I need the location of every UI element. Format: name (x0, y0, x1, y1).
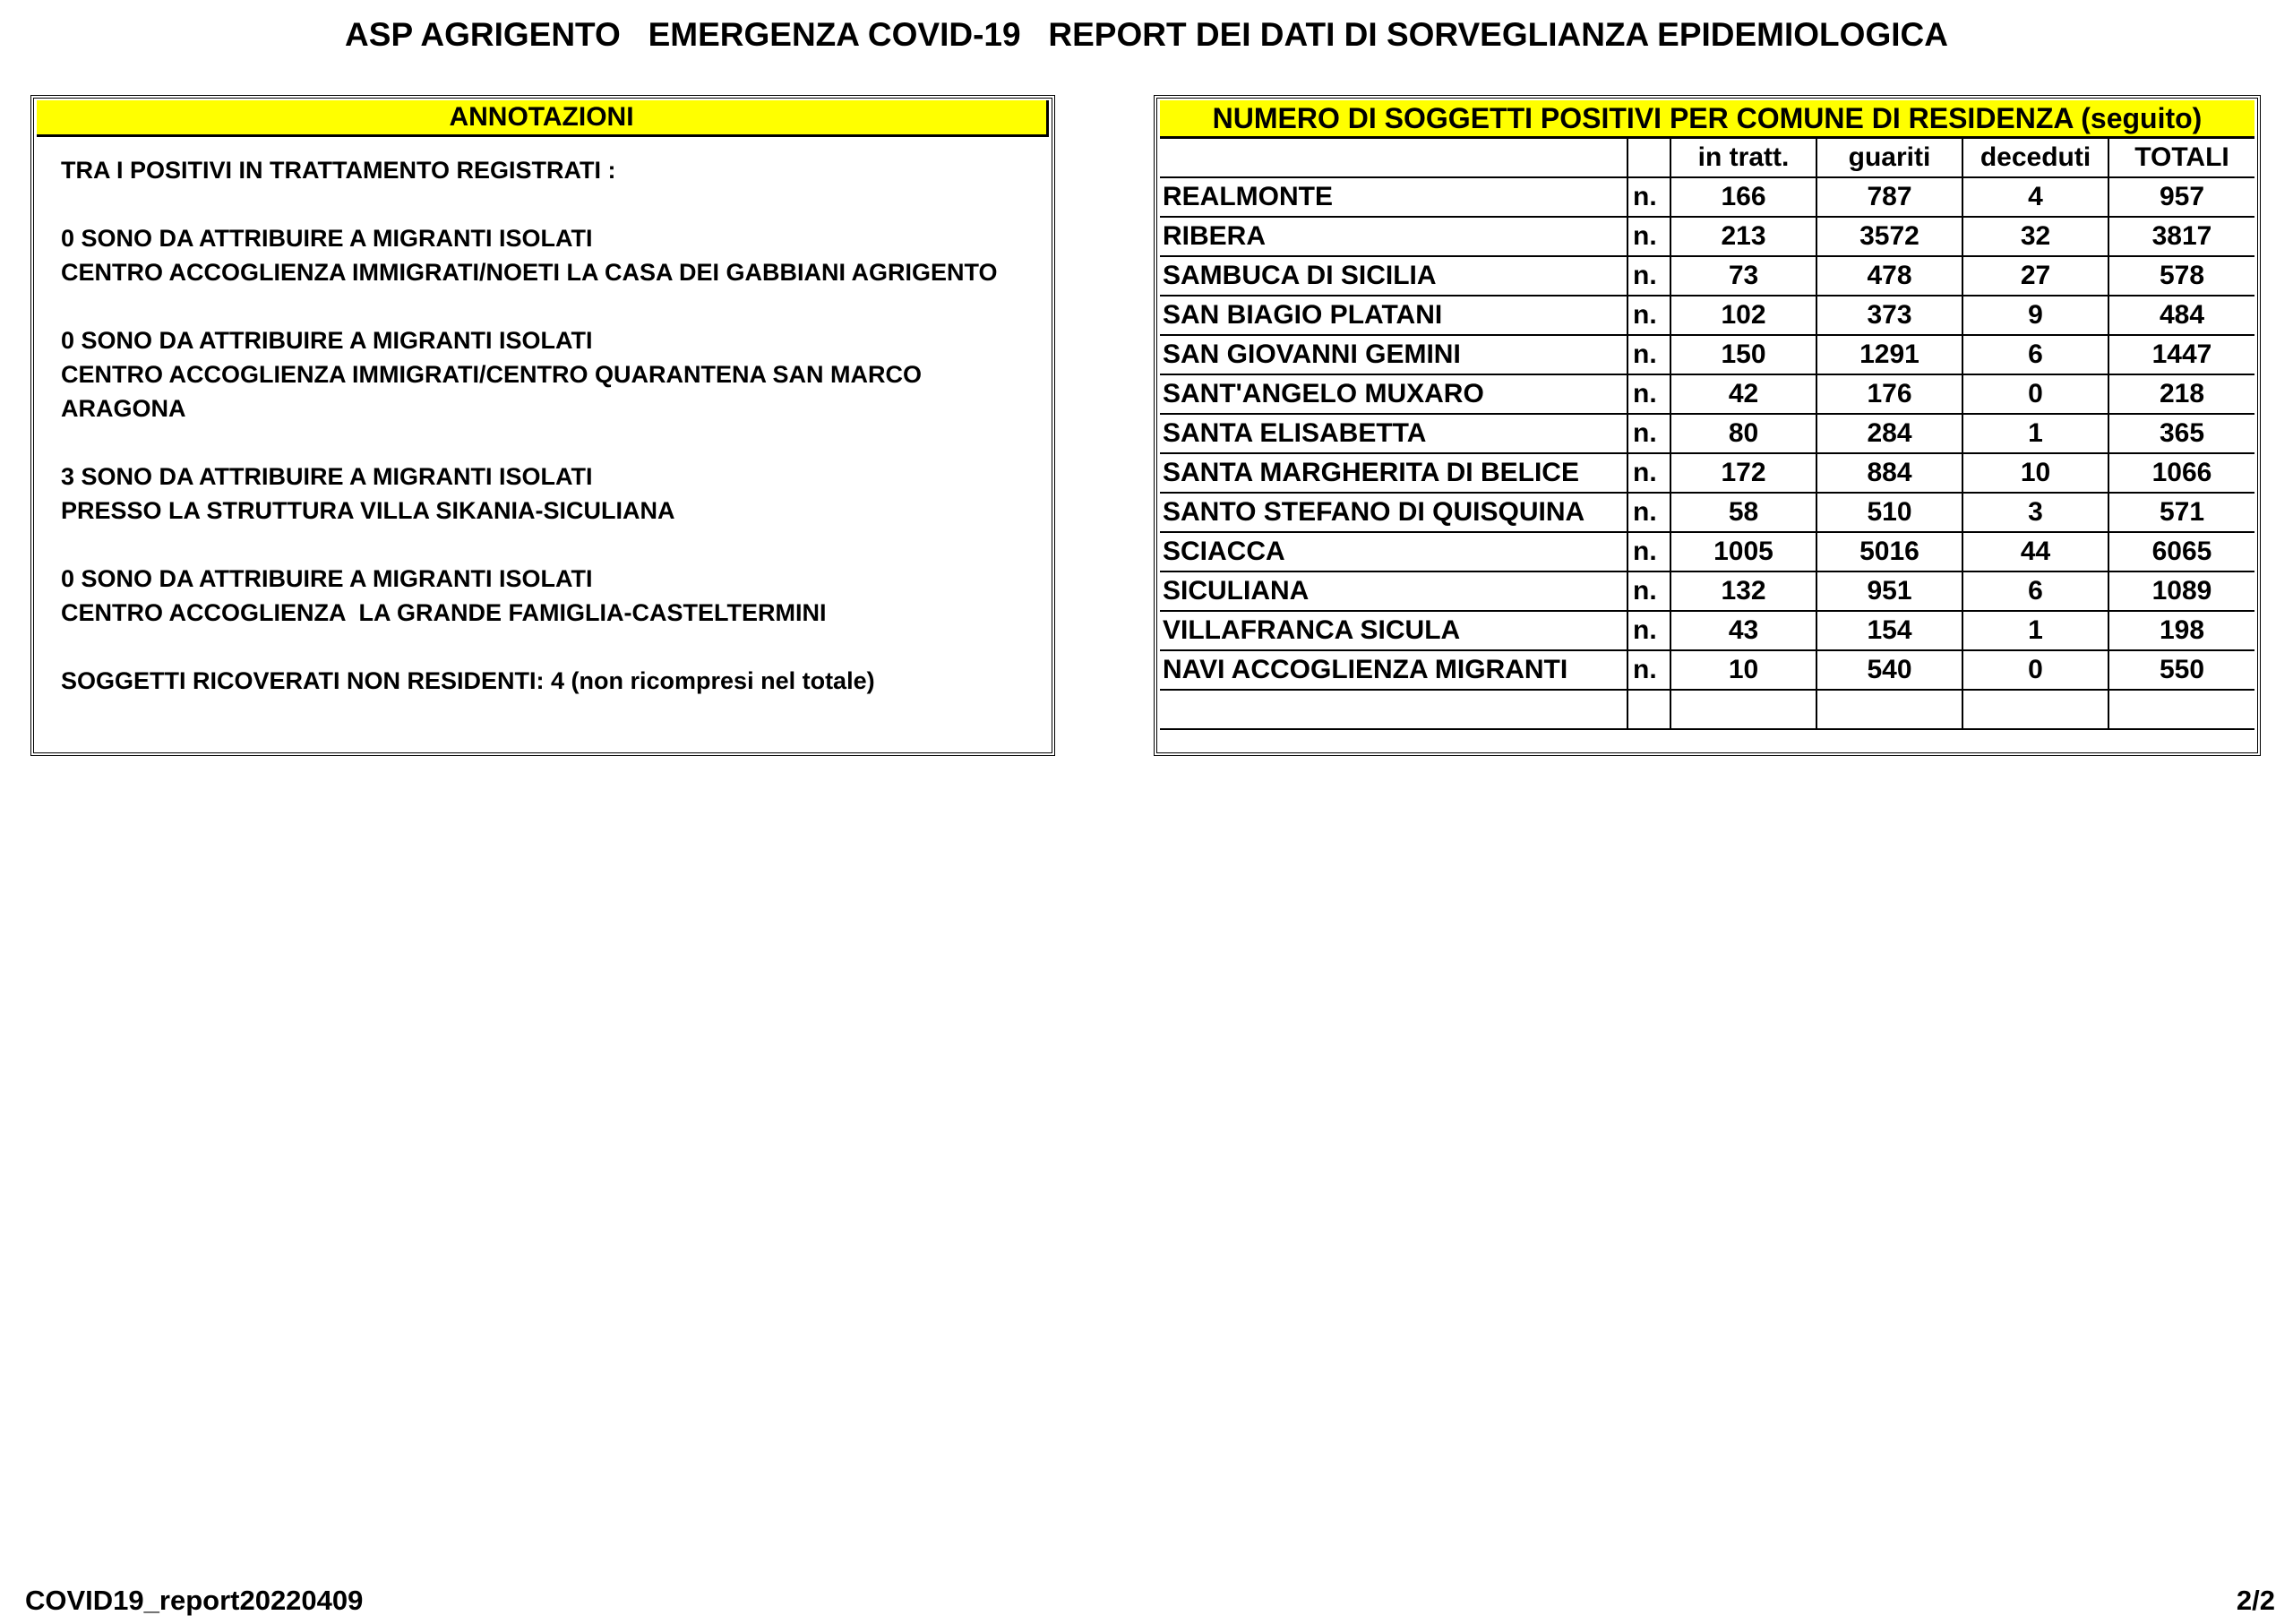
totali-cell: 550 (2108, 650, 2254, 690)
column-header-in-tratt: in tratt. (1670, 139, 1816, 177)
table-row (1160, 374, 2254, 414)
totali-cell: 571 (2108, 493, 2254, 532)
totali-cell: 484 (2108, 296, 2254, 335)
annotation-line: ARAGONA (61, 395, 186, 422)
in-tratt-cell: 102 (1670, 296, 1816, 335)
deceduti-cell: 44 (1962, 532, 2108, 571)
comune-cell: SAN GIOVANNI GEMINI (1160, 335, 1627, 374)
unit-cell: n. (1627, 650, 1670, 690)
page-title: ASP AGRIGENTO EMERGENZA COVID-19 REPORT DEI DATI DI SORVEGLIANZA EPIDEMIOLOGICA (345, 16, 1948, 53)
annotations-header: ANNOTAZIONI (37, 100, 1049, 137)
guariti-cell: 787 (1816, 177, 1962, 217)
in-tratt-cell: 172 (1670, 453, 1816, 493)
comune-cell: SANT'ANGELO MUXARO (1160, 374, 1627, 414)
table-column-header-row (1160, 139, 2254, 177)
guariti-cell: 884 (1816, 453, 1962, 493)
guariti-cell: 510 (1816, 493, 1962, 532)
guariti-cell: 1291 (1816, 335, 1962, 374)
deceduti-cell: 0 (1962, 650, 2108, 690)
page-number: 2/2 (2236, 1585, 2275, 1616)
guariti-cell: 951 (1816, 571, 1962, 611)
empty-cell (2108, 690, 2254, 729)
annotation-block-1 (61, 221, 1052, 289)
unit-cell: n. (1627, 217, 1670, 256)
positives-table (1160, 139, 2254, 730)
table-body (1160, 177, 2254, 729)
annotation-non-residents (61, 664, 1052, 698)
deceduti-cell: 4 (1962, 177, 2108, 217)
table-row (1160, 414, 2254, 453)
annotations-body (34, 137, 1052, 698)
in-tratt-cell: 43 (1670, 611, 1816, 650)
annotation-line: 0 SONO DA ATTRIBUIRE A MIGRANTI ISOLATI (61, 565, 593, 592)
guariti-cell: 176 (1816, 374, 1962, 414)
annotation-line: 0 SONO DA ATTRIBUIRE A MIGRANTI ISOLATI (61, 225, 593, 252)
empty-cell (1962, 690, 2108, 729)
totali-cell: 365 (2108, 414, 2254, 453)
unit-cell: n. (1627, 374, 1670, 414)
positives-table-panel (1154, 95, 2261, 756)
unit-cell: n. (1627, 335, 1670, 374)
annotation-block-3 (61, 460, 1052, 528)
deceduti-cell: 32 (1962, 217, 2108, 256)
table-row (1160, 571, 2254, 611)
annotation-block-2 (61, 323, 1052, 425)
in-tratt-cell: 150 (1670, 335, 1816, 374)
table-row (1160, 453, 2254, 493)
table-row (1160, 650, 2254, 690)
unit-cell: n. (1627, 177, 1670, 217)
comune-cell: SICULIANA (1160, 571, 1627, 611)
report-id: COVID19_report20220409 (25, 1585, 364, 1616)
deceduti-cell: 1 (1962, 611, 2108, 650)
column-header-deceduti: deceduti (1962, 139, 2108, 177)
guariti-cell: 478 (1816, 256, 1962, 296)
unit-cell: n. (1627, 296, 1670, 335)
deceduti-cell: 27 (1962, 256, 2108, 296)
guariti-cell: 3572 (1816, 217, 1962, 256)
in-tratt-cell: 42 (1670, 374, 1816, 414)
table-row (1160, 256, 2254, 296)
empty-cell (1670, 690, 1816, 729)
annotations-panel (30, 95, 1055, 756)
table-row (1160, 335, 2254, 374)
empty-cell (1816, 690, 1962, 729)
totali-cell: 6065 (2108, 532, 2254, 571)
unit-cell: n. (1627, 493, 1670, 532)
guariti-cell: 154 (1816, 611, 1962, 650)
empty-cell (1160, 690, 1627, 729)
comune-cell: RIBERA (1160, 217, 1627, 256)
annotation-line: CENTRO ACCOGLIENZA LA GRANDE FAMIGLIA-CASTELTERMINI (61, 599, 827, 626)
unit-cell: n. (1627, 532, 1670, 571)
column-header-totali: TOTALI (2108, 139, 2254, 177)
comune-cell: SANTO STEFANO DI QUISQUINA (1160, 493, 1627, 532)
unit-cell: n. (1627, 414, 1670, 453)
guariti-cell: 284 (1816, 414, 1962, 453)
table-row (1160, 532, 2254, 571)
deceduti-cell: 6 (1962, 335, 2108, 374)
unit-cell: n. (1627, 571, 1670, 611)
deceduti-cell: 0 (1962, 374, 2108, 414)
comune-cell: SCIACCA (1160, 532, 1627, 571)
comune-cell: SANTA ELISABETTA (1160, 414, 1627, 453)
in-tratt-cell: 1005 (1670, 532, 1816, 571)
deceduti-cell: 3 (1962, 493, 2108, 532)
deceduti-cell: 6 (1962, 571, 2108, 611)
totali-cell: 578 (2108, 256, 2254, 296)
annotation-line: 0 SONO DA ATTRIBUIRE A MIGRANTI ISOLATI (61, 327, 593, 354)
totali-cell: 218 (2108, 374, 2254, 414)
table-row (1160, 611, 2254, 650)
in-tratt-cell: 166 (1670, 177, 1816, 217)
comune-cell: VILLAFRANCA SICULA (1160, 611, 1627, 650)
table-row (1160, 177, 2254, 217)
totali-cell: 957 (2108, 177, 2254, 217)
annotation-block-4 (61, 562, 1052, 630)
empty-cell (1627, 690, 1670, 729)
guariti-cell: 373 (1816, 296, 1962, 335)
annotation-line: PRESSO LA STRUTTURA VILLA SIKANIA-SICULIANA (61, 497, 675, 524)
in-tratt-cell: 58 (1670, 493, 1816, 532)
annotations-intro-text: TRA I POSITIVI IN TRATTAMENTO REGISTRATI : (61, 157, 616, 184)
annotation-line: 3 SONO DA ATTRIBUIRE A MIGRANTI ISOLATI (61, 463, 593, 490)
comune-cell: NAVI ACCOGLIENZA MIGRANTI (1160, 650, 1627, 690)
non-residents-text: SOGGETTI RICOVERATI NON RESIDENTI: 4 (non ricompresi nel totale) (61, 667, 875, 694)
column-header-unit (1627, 139, 1670, 177)
totali-cell: 3817 (2108, 217, 2254, 256)
guariti-cell: 540 (1816, 650, 1962, 690)
deceduti-cell: 10 (1962, 453, 2108, 493)
annotation-line: CENTRO ACCOGLIENZA IMMIGRATI/CENTRO QUARANTENA SAN MARCO (61, 361, 922, 388)
annotation-line: CENTRO ACCOGLIENZA IMMIGRATI/NOETI LA CASA DEI GABBIANI AGRIGENTO (61, 259, 998, 286)
in-tratt-cell: 132 (1670, 571, 1816, 611)
in-tratt-cell: 213 (1670, 217, 1816, 256)
unit-cell: n. (1627, 453, 1670, 493)
guariti-cell: 5016 (1816, 532, 1962, 571)
table-header: NUMERO DI SOGGETTI POSITIVI PER COMUNE DI RESIDENZA (seguito) (1160, 100, 2254, 139)
table-row (1160, 217, 2254, 256)
deceduti-cell: 1 (1962, 414, 2108, 453)
deceduti-cell: 9 (1962, 296, 2108, 335)
comune-cell: SAMBUCA DI SICILIA (1160, 256, 1627, 296)
totali-cell: 1066 (2108, 453, 2254, 493)
comune-cell: SAN BIAGIO PLATANI (1160, 296, 1627, 335)
in-tratt-cell: 10 (1670, 650, 1816, 690)
table-empty-row (1160, 690, 2254, 729)
table-row (1160, 296, 2254, 335)
comune-cell: REALMONTE (1160, 177, 1627, 217)
totali-cell: 1447 (2108, 335, 2254, 374)
in-tratt-cell: 80 (1670, 414, 1816, 453)
column-header-comune (1160, 139, 1627, 177)
column-header-guariti: guariti (1816, 139, 1962, 177)
annotations-intro (61, 153, 1052, 187)
comune-cell: SANTA MARGHERITA DI BELICE (1160, 453, 1627, 493)
unit-cell: n. (1627, 611, 1670, 650)
in-tratt-cell: 73 (1670, 256, 1816, 296)
totali-cell: 1089 (2108, 571, 2254, 611)
totali-cell: 198 (2108, 611, 2254, 650)
table-row (1160, 493, 2254, 532)
unit-cell: n. (1627, 256, 1670, 296)
